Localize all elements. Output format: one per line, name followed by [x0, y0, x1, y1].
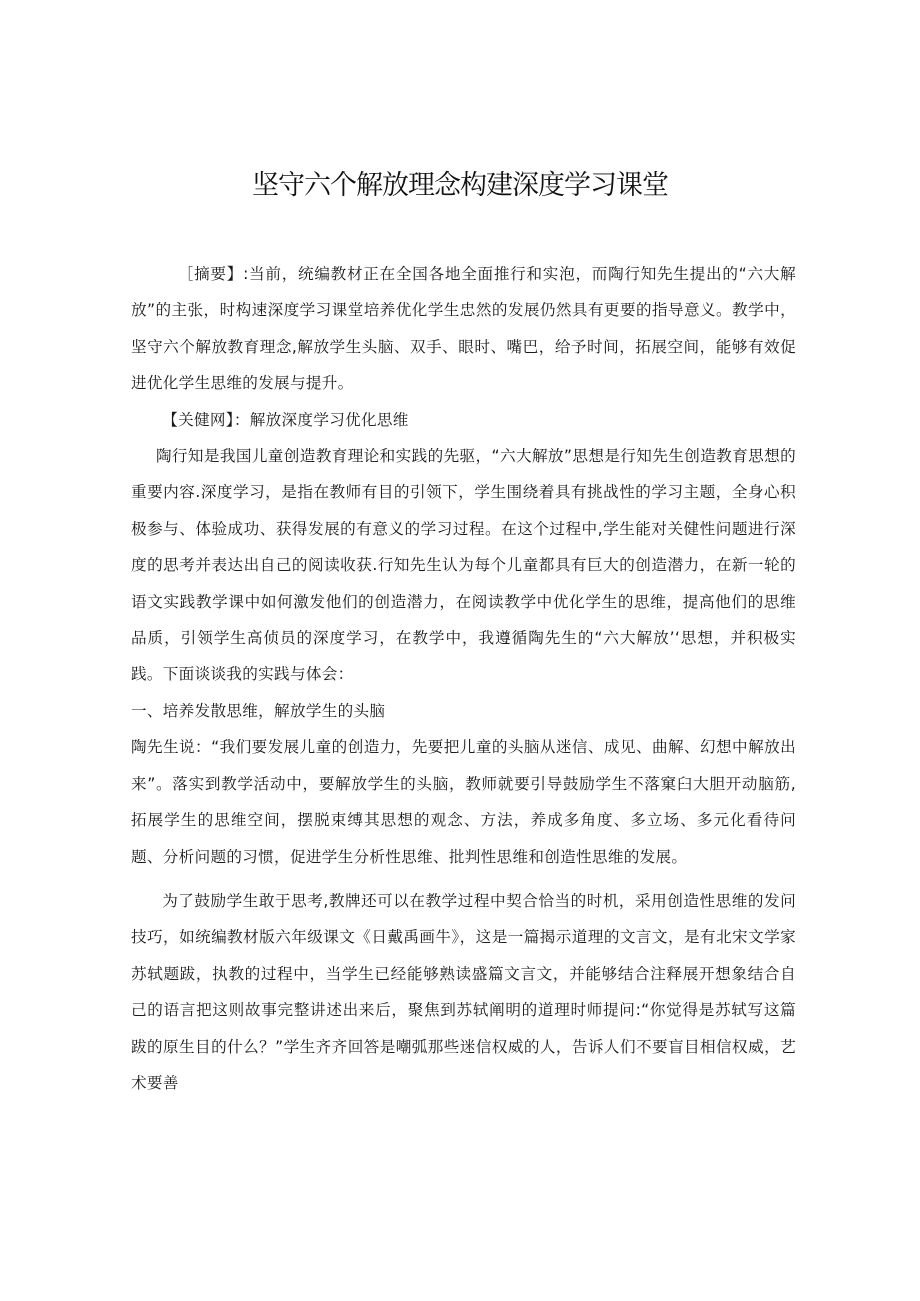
section1-paragraph: 陶先生说：“我们要发展儿童的创造力，先要把儿童的头脑从迷信、成见、曲解、幻想中解放出来”。落实到教学活动中，要解放学生的头脑，教师就要引导鼓励学生不落窠臼大胆开动脑筋,拓展学生的思维空间，摆脱束缚其思想的观念、方法，养成多角度、多立场、多元化看待问题、分析问题的习惯，促进学生分析性思维、批判性思维和创造性思维的发展。	[131, 738, 796, 866]
keywords-line: 【关健网】：解放深度学习优化思维	[162, 410, 409, 429]
document-title: 坚守六个解放理念构建深度学习课堂	[252, 170, 668, 201]
intro-paragraph: 陶行知是我国儿童创造教育理论和实践的先驱，“六大解放”思想是行知先生创造教育思想的重要内容.深度学习，是指在教师有目的引领下，学生围绕着具有挑战性的学习主题，全身心积极参与、体验成功、获得发展的有意义的学习过程。在这个过程中,学生能对关健性问题进行深度的思考并表达出自己的阅读收获.行知先生认为每个儿童都具有巨大的创造潜力，在新一轮的语文实践教学课中如何激发他们的创造潜力，在阅读教学中优化学生的思维，提高他们的思维品质，引领学生高侦员的深度学习，在教学中，我遵循陶先生的“六大解放’‘思想，并积极实践。下面谈谈我的实践与体会：	[131, 447, 796, 684]
abstract-paragraph: ［摘要】:当前，统编教材正在全国各地全面推行和实泡，而陶行知先生提出的“六大解放”的主张，时构速深度学习课堂培养优化学生忠然的发展仍然具有更要的指导意义。教学中，坚守六个解放教育理念,解放学生头脑、双手、眼时、嘴巴，给予时间，拓展空间，能够有效促进优化学生思维的发展与提升。	[131, 265, 796, 393]
section-heading: 一、培养发散思维，解放学生的头脑	[131, 701, 386, 720]
document-body	[131, 256, 796, 1101]
paragraph-gap	[131, 875, 796, 883]
section1-paragraph-2: 为了鼓励学生敢于思考,教牌还可以在教学过程中契合恰当的时机，采用创造性思维的发问技巧，如统编教材版六年级课文《日戴禹画牛》，这是一篇揭示道理的文言文，是有北宋文学家苏轼题跋，执教的过程中，当学生已经能够熟读盛篇文言文，并能够结合注释展开想象结合自己的语言把这则故事完整讲述出来后，聚焦到苏轼阐明的道理时师提问:“你觉得是苏轼写这篇跋的原生目的什么？”学生齐齐回答是嘲弧那些迷信权威的人，告诉人们不要盲目相信权威，艺术要善	[131, 891, 796, 1092]
